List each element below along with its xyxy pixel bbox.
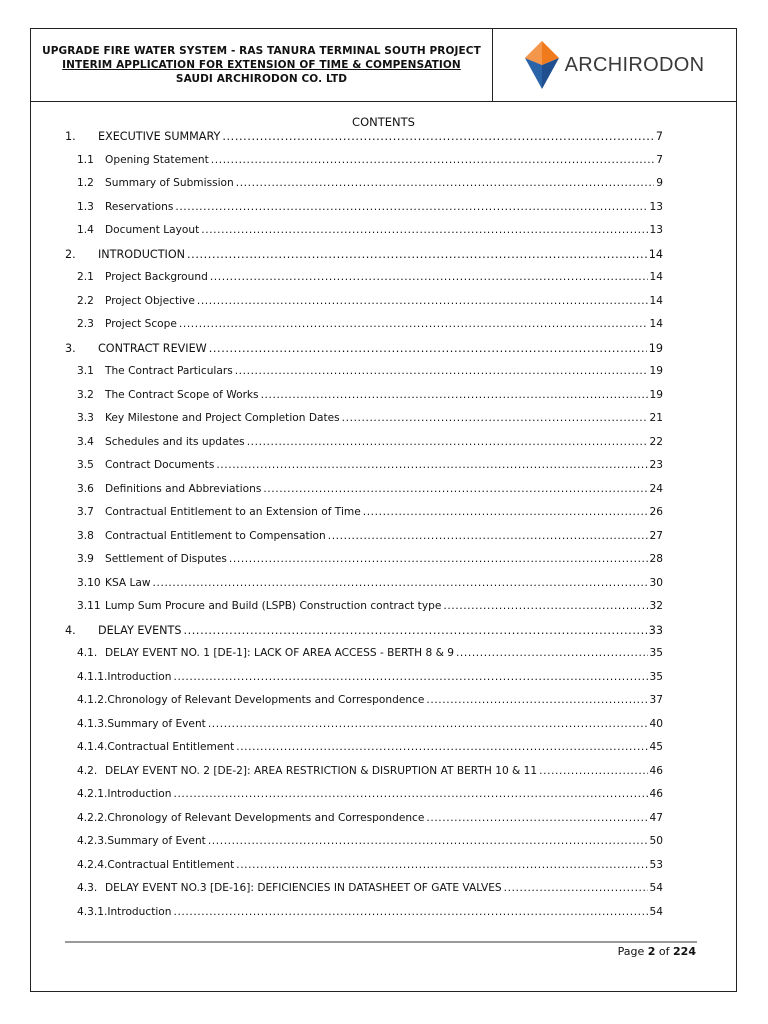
- toc-dot-leader: [236, 177, 655, 189]
- toc-entry-title: Schedules and its updates: [105, 435, 245, 448]
- toc-entry-page: 46: [649, 788, 663, 800]
- toc-entry-page: 26: [649, 506, 663, 518]
- toc-entry-title: Project Scope: [105, 318, 177, 330]
- toc-entry-title: Chronology of Relevant Developments and Correspondence: [107, 811, 425, 824]
- toc-entry-number: 3.7: [77, 506, 94, 518]
- toc-entry-page: 46: [649, 764, 663, 777]
- toc-subsection-row[interactable]: [65, 530, 663, 554]
- toc-subsection-row[interactable]: [65, 553, 663, 577]
- toc-subsection-row[interactable]: [65, 201, 663, 225]
- toc-entry-page: 14: [649, 294, 663, 307]
- toc-entry-title: Lump Sum Procure and Build (LSPB) Construction contract type: [105, 600, 442, 612]
- toc-entry-page: 9: [656, 177, 663, 189]
- toc-subsection-row[interactable]: [65, 694, 663, 718]
- toc-entry-title: Definitions and Abbreviations: [105, 482, 262, 495]
- toc-subsection-row[interactable]: [65, 436, 663, 460]
- toc-entry-page: 54: [649, 882, 663, 894]
- of-word: of: [658, 945, 670, 958]
- toc-dot-leader: [197, 295, 648, 307]
- toc-entry-number: 1.2: [77, 177, 94, 189]
- toc-entry-title: DELAY EVENT NO. 2 [DE-2]: AREA RESTRICTION & DISRUPTION AT BERTH 10 & 11: [105, 764, 538, 777]
- toc-dot-leader: [247, 436, 648, 448]
- toc-entry-title: Chronology of Relevant Developments and Correspondence: [107, 694, 425, 706]
- toc-entry-number: 3.11: [77, 600, 101, 612]
- toc-subsection-row[interactable]: [65, 295, 663, 319]
- toc-subsection-row[interactable]: [65, 459, 663, 483]
- toc-dot-leader: [208, 718, 648, 730]
- toc-subsection-row[interactable]: [65, 365, 663, 389]
- archirodon-logo-icon: [525, 41, 559, 89]
- toc-entry-title: Project Background: [105, 271, 208, 283]
- toc-subsection-row[interactable]: [65, 483, 663, 507]
- toc-entry-title: INTRODUCTION: [98, 247, 186, 261]
- toc-dot-leader: [263, 483, 647, 495]
- toc-subsection-row[interactable]: [65, 812, 663, 836]
- header-title-block: [31, 29, 493, 101]
- toc-entry-page: 14: [649, 271, 663, 283]
- toc-subsection-row[interactable]: [65, 671, 663, 695]
- toc-entry-page: 7: [655, 130, 663, 143]
- toc-entry-title: Contractual Entitlement: [107, 858, 235, 871]
- toc-dot-leader: [175, 201, 647, 213]
- toc-entry-title: Opening Statement: [105, 153, 209, 166]
- toc-entry-page: 7: [656, 153, 663, 166]
- toc-entry-title: CONTRACT REVIEW: [98, 341, 207, 355]
- toc-entry-title: Introduction: [107, 788, 172, 800]
- toc-entry-page: 37: [649, 694, 663, 706]
- toc-entry-number: 1.1: [77, 153, 94, 166]
- toc-subsection-row[interactable]: [65, 882, 663, 906]
- toc-entry-number: 2.1: [77, 271, 94, 283]
- toc-subsection-row[interactable]: [65, 318, 663, 342]
- toc-entry-number: 3.5: [77, 459, 94, 471]
- archirodon-logo: [525, 41, 705, 89]
- toc-subsection-row[interactable]: [65, 577, 663, 601]
- toc-section-row[interactable]: [65, 342, 663, 366]
- toc-entry-number: 4.1.1.: [77, 670, 108, 683]
- toc-entry-page: 28: [649, 553, 663, 565]
- toc-entry-number: 4.2.1.: [77, 788, 108, 800]
- toc-dot-leader: [443, 600, 647, 612]
- toc-entry-title: Summary of Event: [107, 835, 206, 847]
- toc-entry-number: 1.4: [77, 224, 94, 236]
- toc-subsection-row[interactable]: [65, 718, 663, 742]
- toc-entry-number: 3.6: [77, 482, 94, 495]
- toc-entry-page: 19: [648, 341, 663, 355]
- toc-entry-number: 3.9: [77, 553, 94, 565]
- toc-entry-title: The Contract Scope of Works: [105, 388, 259, 401]
- toc-dot-leader: [328, 530, 648, 542]
- toc-dot-leader: [363, 506, 648, 518]
- toc-entry-number: 3.3: [77, 412, 94, 424]
- toc-entry-number: 2.3: [77, 318, 94, 330]
- toc-entry-title: Introduction: [107, 905, 172, 918]
- toc-entry-title: DELAY EVENTS: [98, 623, 182, 637]
- toc-entry-title: Project Objective: [105, 294, 195, 307]
- toc-subsection-row[interactable]: [65, 412, 663, 436]
- toc-entry-number: 4.1.4.: [77, 741, 108, 753]
- toc-dot-leader: [539, 765, 647, 777]
- toc-entry-page: 14: [649, 318, 663, 330]
- toc-entry-number: 3.1: [77, 365, 94, 377]
- toc-entry-number: 4.1.3.: [77, 717, 108, 730]
- toc-entry-number: 4.1.: [77, 647, 98, 659]
- toc-dot-leader: [187, 248, 647, 261]
- toc-entry-page: 14: [648, 247, 663, 261]
- toc-entry-number: 4.3.: [77, 882, 98, 894]
- toc-entry-page: 30: [649, 576, 663, 589]
- toc-dot-leader: [222, 130, 654, 143]
- toc-section-row[interactable]: [65, 130, 663, 154]
- toc-entry-number: 1.3: [77, 200, 94, 213]
- toc-entry-number: 3.: [65, 341, 76, 355]
- document-header: [31, 29, 736, 102]
- toc-dot-leader: [426, 694, 647, 706]
- toc-dot-leader: [173, 671, 647, 683]
- toc-entry-number: 4.1.2.: [77, 694, 108, 706]
- toc-entry-number: 4.: [65, 623, 76, 637]
- toc-entry-title: Contractual Entitlement to Compensation: [105, 529, 326, 542]
- toc-dot-leader: [153, 577, 648, 589]
- current-page-number: 2: [647, 945, 656, 958]
- toc-entry-title: Summary of Submission: [105, 177, 234, 189]
- toc-entry-title: Document Layout: [105, 224, 200, 236]
- toc-entry-title: Introduction: [107, 670, 172, 683]
- toc-subsection-row[interactable]: [65, 154, 663, 178]
- table-of-contents: [65, 130, 663, 929]
- toc-subsection-row[interactable]: [65, 177, 663, 201]
- toc-entry-number: 3.4: [77, 435, 94, 448]
- toc-subsection-row[interactable]: [65, 835, 663, 859]
- toc-entry-number: 2.: [65, 247, 76, 261]
- toc-entry-page: 53: [649, 858, 663, 871]
- toc-dot-leader: [211, 154, 654, 166]
- toc-entry-number: 4.2.: [77, 764, 98, 777]
- contents-heading: CONTENTS: [352, 115, 415, 129]
- toc-dot-leader: [504, 882, 648, 894]
- toc-dot-leader: [236, 859, 647, 871]
- toc-subsection-row[interactable]: [65, 506, 663, 530]
- toc-dot-leader: [179, 318, 648, 330]
- toc-entry-page: 13: [649, 224, 663, 236]
- toc-dot-leader: [210, 271, 648, 283]
- toc-dot-leader: [209, 342, 647, 355]
- toc-entry-page: 19: [649, 365, 663, 377]
- toc-section-row[interactable]: [65, 248, 663, 272]
- toc-subsection-row[interactable]: [65, 788, 663, 812]
- toc-dot-leader: [229, 553, 648, 565]
- toc-entry-title: Key Milestone and Project Completion Dates: [105, 412, 340, 424]
- toc-entry-page: 50: [649, 835, 663, 847]
- toc-entry-page: 33: [648, 623, 663, 637]
- toc-entry-page: 32: [649, 600, 663, 612]
- toc-entry-page: 27: [649, 529, 663, 542]
- toc-entry-title: Contractual Entitlement to an Extension of Time: [105, 506, 361, 518]
- toc-entry-number: 2.2: [77, 294, 94, 307]
- toc-entry-title: DELAY EVENT NO.3 [DE-16]: DEFICIENCIES IN DATASHEET OF GATE VALVES: [105, 882, 502, 894]
- logo-wordmark: ARCHIRODON: [564, 53, 705, 76]
- toc-subsection-row[interactable]: [65, 647, 663, 671]
- document-page: [30, 28, 737, 992]
- toc-entry-number: 4.2.3.: [77, 835, 108, 847]
- toc-entry-title: KSA Law: [105, 576, 151, 589]
- toc-entry-number: 4.2.2.: [77, 811, 108, 824]
- toc-dot-leader: [261, 389, 648, 401]
- toc-entry-number: 3.2: [77, 388, 94, 401]
- toc-dot-leader: [216, 459, 647, 471]
- toc-entry-page: 23: [649, 459, 663, 471]
- header-company-name: SAUDI ARCHIRODON CO. LTD: [175, 73, 348, 85]
- toc-entry-title: DELAY EVENT NO. 1 [DE-1]: LACK OF AREA ACCESS - BERTH 8 & 9: [105, 647, 454, 659]
- page-word: Page: [617, 945, 645, 958]
- header-document-title: INTERIM APPLICATION FOR EXTENSION OF TIME & COMPENSATION: [62, 59, 461, 71]
- toc-entry-title: The Contract Particulars: [105, 365, 233, 377]
- toc-dot-leader: [173, 906, 647, 918]
- toc-subsection-row[interactable]: [65, 389, 663, 413]
- toc-entry-title: EXECUTIVE SUMMARY: [98, 130, 221, 143]
- toc-dot-leader: [342, 412, 648, 424]
- total-pages-number: 224: [673, 945, 696, 958]
- toc-entry-page: 19: [649, 388, 663, 401]
- toc-entry-page: 35: [649, 670, 663, 683]
- toc-dot-leader: [426, 812, 647, 824]
- toc-entry-page: 13: [649, 200, 663, 213]
- toc-entry-number: 3.10: [77, 576, 101, 589]
- header-logo-block: [493, 29, 736, 101]
- toc-entry-page: 47: [649, 811, 663, 824]
- toc-subsection-row[interactable]: [65, 271, 663, 295]
- toc-entry-page: 24: [649, 482, 663, 495]
- page-number: [618, 945, 696, 958]
- toc-dot-leader: [208, 835, 648, 847]
- toc-entry-page: 54: [649, 905, 663, 918]
- toc-entry-page: 45: [649, 741, 663, 753]
- toc-dot-leader: [456, 647, 648, 659]
- toc-entry-number: 4.2.4.: [77, 858, 108, 871]
- toc-dot-leader: [183, 624, 646, 637]
- toc-entry-page: 40: [649, 717, 663, 730]
- footer-divider: [65, 941, 697, 943]
- toc-subsection-row[interactable]: [65, 906, 663, 930]
- toc-dot-leader: [173, 788, 647, 800]
- toc-dot-leader: [236, 741, 647, 753]
- toc-entry-number: 3.8: [77, 529, 94, 542]
- toc-subsection-row[interactable]: [65, 600, 663, 624]
- toc-subsection-row[interactable]: [65, 741, 663, 765]
- toc-subsection-row[interactable]: [65, 859, 663, 883]
- toc-entry-page: 35: [649, 647, 663, 659]
- toc-subsection-row[interactable]: [65, 224, 663, 248]
- toc-section-row[interactable]: [65, 624, 663, 648]
- toc-entry-number: 1.: [65, 130, 76, 143]
- toc-subsection-row[interactable]: [65, 765, 663, 789]
- toc-entry-page: 21: [649, 412, 663, 424]
- toc-entry-page: 22: [649, 435, 663, 448]
- toc-dot-leader: [201, 224, 647, 236]
- toc-entry-title: Contract Documents: [105, 459, 215, 471]
- toc-entry-title: Contractual Entitlement: [107, 741, 235, 753]
- toc-entry-title: Summary of Event: [107, 717, 206, 730]
- toc-entry-number: 4.3.1.: [77, 905, 108, 918]
- toc-entry-title: Settlement of Disputes: [105, 553, 227, 565]
- toc-dot-leader: [235, 365, 648, 377]
- header-project-title: UPGRADE FIRE WATER SYSTEM - RAS TANURA TERMINAL SOUTH PROJECT: [42, 45, 481, 57]
- toc-entry-title: Reservations: [105, 200, 174, 213]
